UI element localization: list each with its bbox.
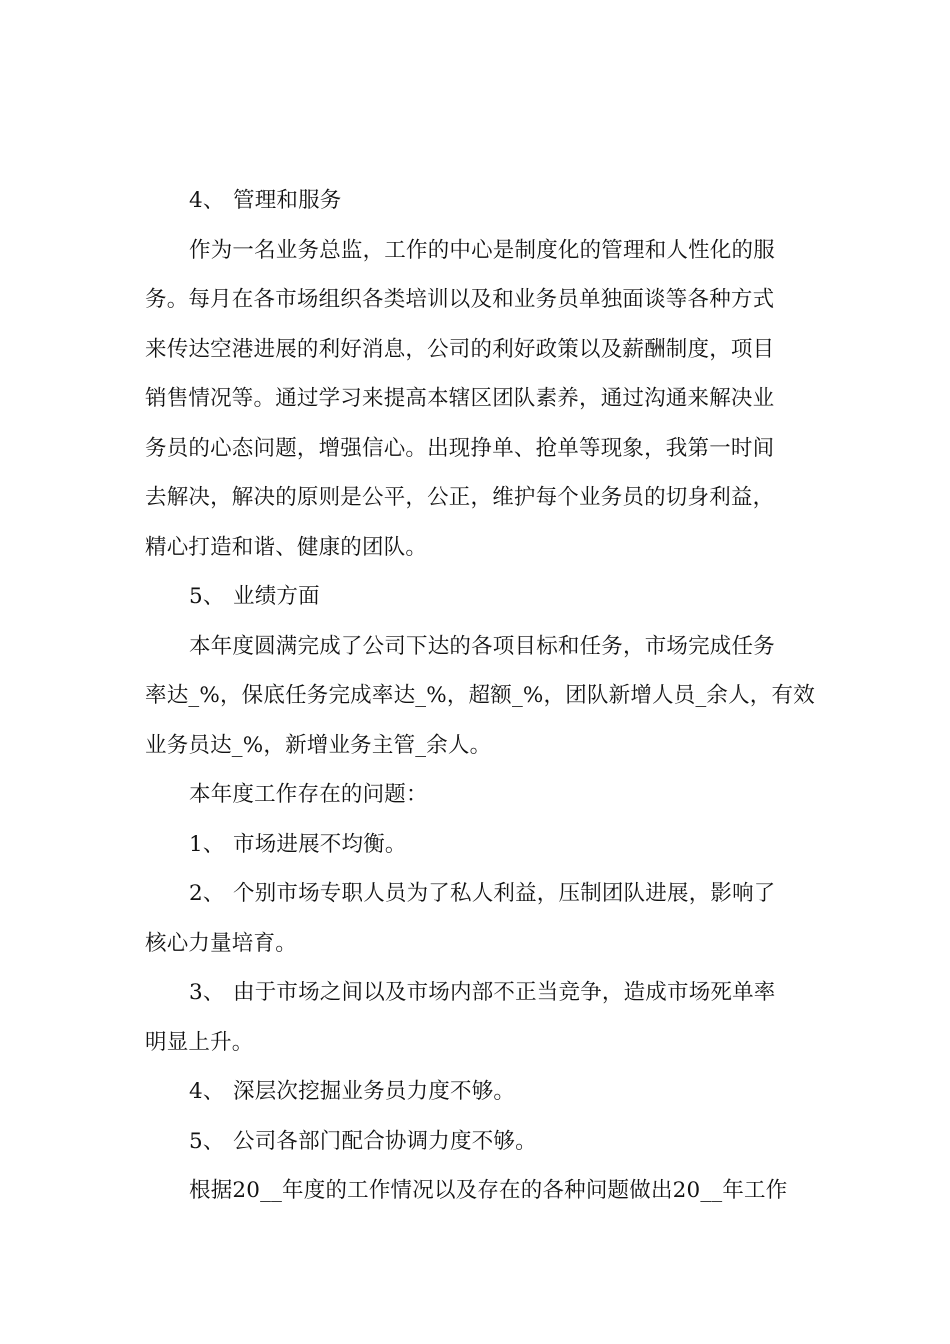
problem-number: 1、 xyxy=(189,831,225,857)
closing-line: 根据20__年度的工作情况以及存在的各种问题做出20__年工作 xyxy=(189,1178,788,1203)
problem-item-3-continuation: 明显上升。 xyxy=(145,1029,254,1055)
section-4-para-line: 作为一名业务总监，工作的中心是制度化的管理和人性化的服 xyxy=(189,237,775,263)
problems-intro: 本年度工作存在的问题： xyxy=(189,782,428,807)
problem-item-2-continuation: 核心力量培育。 xyxy=(145,930,297,956)
section-4-para-line: 务员的心态问题，增强信心。出现挣单、抢单等现象，我第一时间 xyxy=(145,435,775,461)
document-body xyxy=(145,176,815,1216)
problem-item-5 xyxy=(145,1117,808,1167)
section-4-para-line: 来传达空港进展的利好消息，公司的利好政策以及薪酬制度，项目 xyxy=(145,336,775,362)
problem-item-3 xyxy=(145,968,808,1018)
problem-item-4 xyxy=(145,1067,808,1117)
section-4-para-line: 销售情况等。通过学习来提高本辖区团队素养，通过沟通来解决业 xyxy=(145,386,775,411)
problem-number: 4、 xyxy=(189,1079,225,1104)
problem-text: 由于市场之间以及市场内部不正当竞争，造成市场死单率 xyxy=(233,980,776,1005)
section-5-heading xyxy=(145,572,808,622)
section-5-para-line: 率达_%，保底任务完成率达_%，超额_%，团队新增人员_余人，有效 xyxy=(145,683,815,708)
section-5-para-line: 业务员达_%，新增业务主管_余人。 xyxy=(145,732,492,758)
section-4-number: 4、 xyxy=(189,188,225,213)
section-5-number: 5、 xyxy=(189,584,225,609)
problem-text: 公司各部门配合协调力度不够。 xyxy=(233,1128,537,1154)
section-4-para-line: 务。每月在各市场组织各类培训以及和业务员单独面谈等各种方式 xyxy=(145,287,775,312)
section-5-para-line: 本年度圆满完成了公司下达的各项目标和任务，市场完成任务 xyxy=(189,633,775,659)
problem-number: 3、 xyxy=(189,980,225,1005)
problem-number: 5、 xyxy=(189,1128,225,1154)
section-4-para-line: 精心打造和谐、健康的团队。 xyxy=(145,534,428,560)
problem-number: 2、 xyxy=(189,881,225,906)
section-5-title: 业绩方面 xyxy=(233,584,320,609)
section-4-title: 管理和服务 xyxy=(233,188,342,213)
section-4-para-line: 去解决，解决的原则是公平，公正，维护每个业务员的切身利益， xyxy=(145,485,775,510)
problem-text: 个别市场专职人员为了私人利益，压制团队进展，影响了 xyxy=(233,881,776,906)
section-4-heading xyxy=(145,176,808,226)
problem-item-1 xyxy=(145,820,808,870)
problem-item-2 xyxy=(145,869,808,919)
problem-text: 深层次挖掘业务员力度不够。 xyxy=(233,1079,516,1104)
problem-text: 市场进展不均衡。 xyxy=(233,831,407,857)
